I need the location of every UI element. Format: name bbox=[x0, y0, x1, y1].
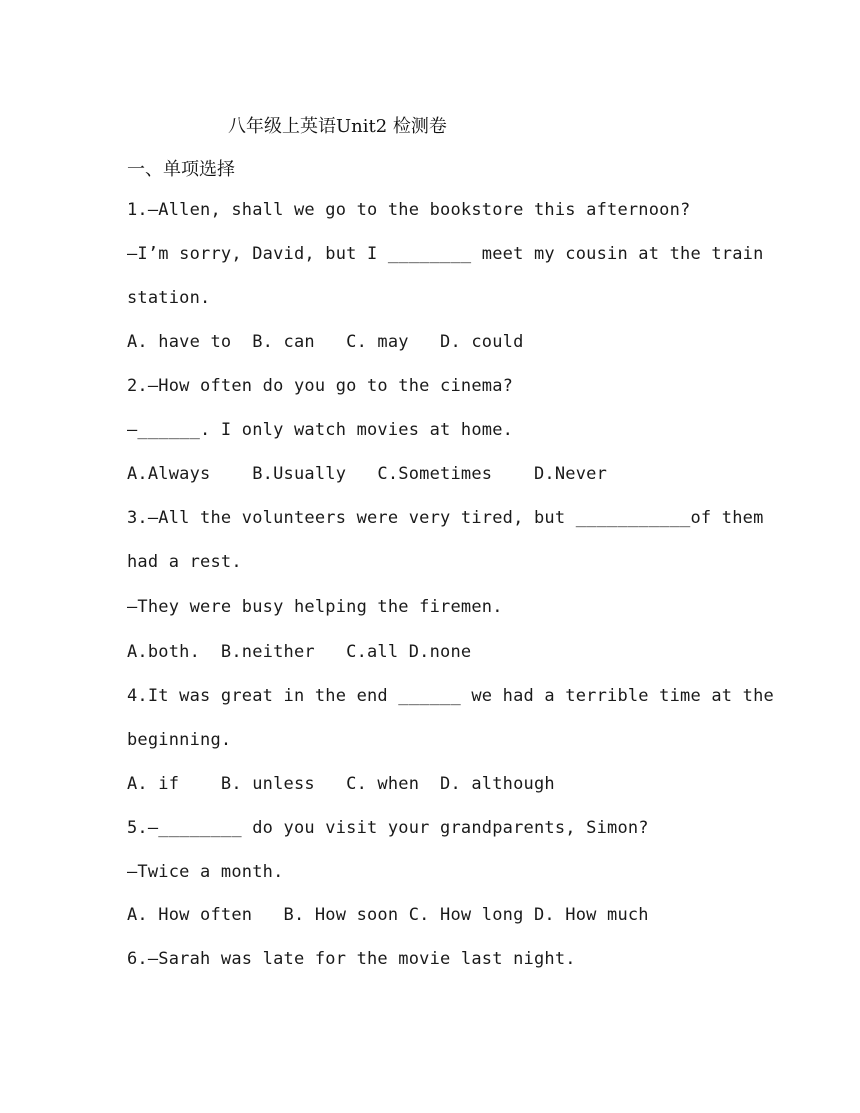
question-1-options: A. have to B. can C. may D. could bbox=[127, 332, 524, 352]
question-2-options: A.Always B.Usually C.Sometimes D.Never bbox=[127, 464, 608, 484]
question-5-reply: —Twice a month. bbox=[127, 862, 284, 882]
question-1-reply-continued: station. bbox=[127, 288, 211, 308]
section-heading: 一、单项选择 bbox=[127, 159, 235, 180]
question-5-options: A. How often B. How soon C. How long D. How much bbox=[127, 905, 649, 925]
question-4-stem-continued: beginning. bbox=[127, 730, 232, 750]
question-2-stem: 2.—How often do you go to the cinema? bbox=[127, 376, 514, 396]
question-3-stem-continued: had a rest. bbox=[127, 552, 242, 572]
question-4-options: A. if B. unless C. when D. although bbox=[127, 774, 555, 794]
question-3-stem: 3.—All the volunteers were very tired, but ___________of them bbox=[127, 508, 764, 528]
question-1-stem: 1.—Allen, shall we go to the bookstore this afternoon? bbox=[127, 200, 691, 220]
question-3-options: A.both. B.neither C.all D.none bbox=[127, 642, 472, 662]
question-2-reply: —______. I only watch movies at home. bbox=[127, 420, 514, 440]
question-1-reply: —I’m sorry, David, but I ________ meet my cousin at the train bbox=[127, 244, 764, 264]
question-3-reply: —They were busy helping the firemen. bbox=[127, 597, 503, 617]
document-title: 八年级上英语Unit2 检测卷 bbox=[228, 116, 447, 137]
question-5-stem: 5.—________ do you visit your grandparents, Simon? bbox=[127, 818, 649, 838]
question-6-stem: 6.—Sarah was late for the movie last night. bbox=[127, 949, 576, 969]
question-4-stem: 4.It was great in the end ______ we had a terrible time at the bbox=[127, 686, 774, 706]
